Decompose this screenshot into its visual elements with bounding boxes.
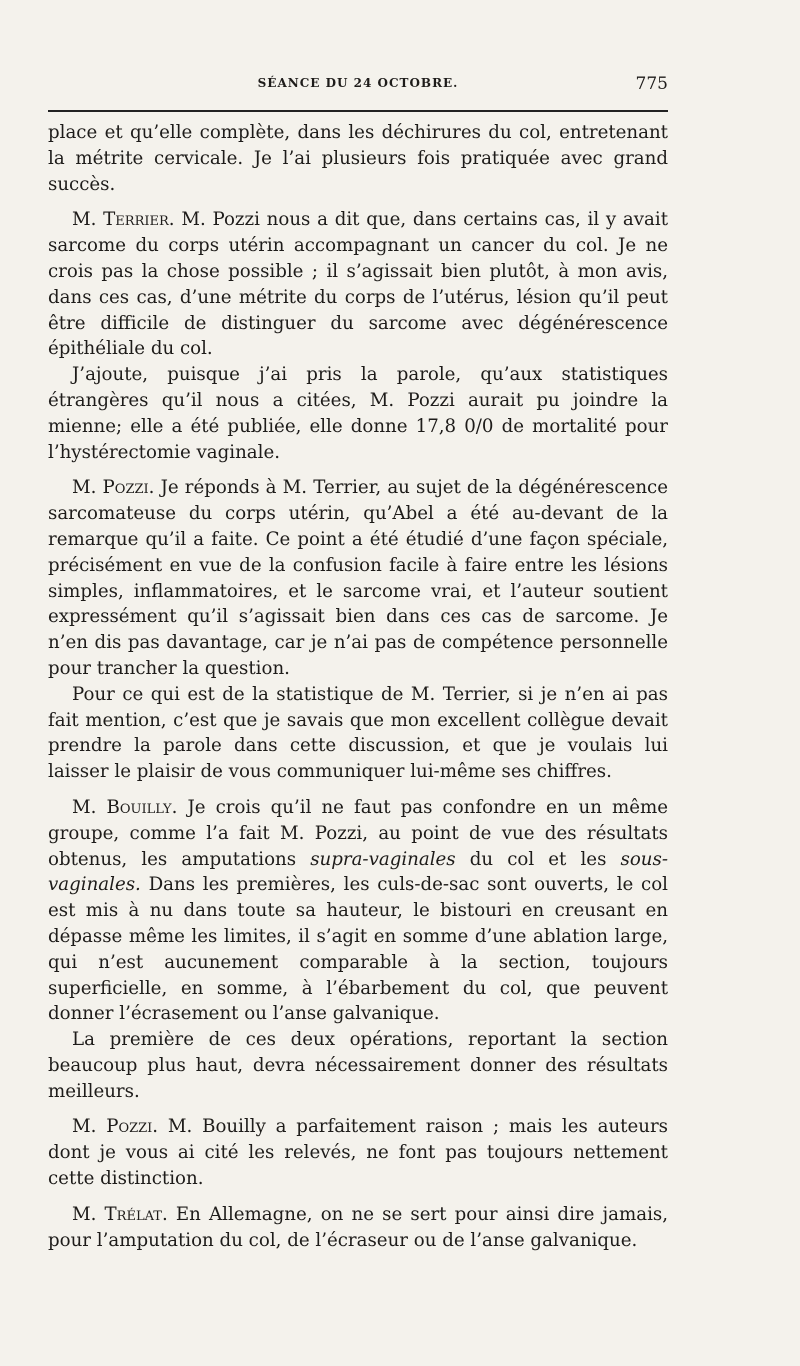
paragraph-8 — [48, 1114, 668, 1191]
speaker-name: M. Pozzi. — [72, 477, 155, 499]
paragraph-text: Je réponds à M. Terrier, au sujet de la dégénérescence sarcomateuse du corps utérin, qu’Abel a été au-devant de la remarque qu’il a faite. Ce point a été étudié d’une façon spéciale, précisément en vue de la confusion facile à faire entre les lésions simples, inflammatoires, et le sarcome vrai, et l’auteur soutient expressément qu’il s’agissait bien dans ces cas de sarcome. Je n’en dis pas davantage, car je n’ai pas de compétence personnelle pour trancher la question. — [48, 477, 668, 679]
page-number: 775 — [635, 74, 668, 94]
paragraph-2 — [48, 207, 668, 362]
paragraph-text: J’ajoute, puisque j’ai pris la parole, qu’aux statistiques étrangères qu’il nous a citées, M. Pozzi aurait pu joindre la mienne; elle a été publiée, elle donne 17,8 0/0 de mortalité pour l’hystérectomie vaginale. — [48, 364, 668, 463]
paragraph-text: du col et les — [455, 848, 621, 870]
paragraph-4 — [48, 475, 668, 681]
header-rule — [48, 110, 668, 112]
paragraph-text: La première de ces deux opérations, reportant la section beaucoup plus haut, devra nécessairement donner des résultats meilleurs. — [48, 1029, 668, 1102]
speaker-name: M. Trélat. — [72, 1203, 168, 1225]
paragraph-text: Je crois qu’il ne faut pas confondre en un même groupe, comme l’a fait M. Pozzi, au point de vue des résultats obtenus, les amputations — [48, 796, 668, 870]
paragraph-3 — [48, 362, 668, 465]
running-head: SÉANCE DU 24 OCTOBRE. — [257, 76, 459, 90]
paragraph-text: Pour ce qui est de la statistique de M. Terrier, si je n’en ai pas fait mention, c’est que je savais que mon excellent collègue devait prendre la parole dans cette discussion, et que je voulais lui laisser le plaisir de vous communiquer lui-même ses chiffres. — [48, 683, 668, 783]
paragraph-6 — [48, 795, 668, 1027]
italic-term: supra-vaginales — [310, 848, 456, 870]
paragraph-text: Dans les premières, les culs-de-sac sont ouverts, le col est mis à nu dans toute sa hauteur, le bistouri en creusant en dépasse même les limites, il s’agit en somme d’une ablation large, qui n’est aucunement comparable à la section, toujours superficielle, en somme, à l’ébarbement du col, que peuvent donner l’écrasement ou l’anse galvanique. — [48, 874, 668, 1025]
italic-term: sous-vaginales. — [48, 848, 668, 896]
paragraph-text: En Allemagne, on ne se sert pour ainsi dire jamais, pour l’amputation du col, de l’écraseur ou de l’anse galvanique. — [48, 1203, 669, 1251]
paragraph-text: M. Pozzi nous a dit que, dans certains cas, il y avait sarcome du corps utérin accompagnant un cancer du col. Je ne crois pas la chose possible ; il s’agissait bien plutôt, à mon avis, dans ces cas, d’une métrite du corps de l’utérus, lésion qu’il peut être difficile de distinguer du sarcome avec dégénérescence épithéliale du col. — [48, 209, 669, 360]
body-text — [48, 120, 668, 1253]
page-header — [48, 76, 668, 100]
paragraph-text: place et qu’elle complète, dans les déchirures du col, entretenant la métrite cervicale. Je l’ai plusieurs fois pratiquée avec grand succès. — [48, 122, 668, 195]
paragraph-9 — [48, 1202, 668, 1254]
paragraph-7 — [48, 1027, 668, 1104]
paragraph-text: M. Bouilly a parfaitement raison ; mais les auteurs dont je vous ai cité les relevés, ne font pas toujours nettement cette distinction. — [48, 1116, 669, 1190]
paragraph-1 — [48, 120, 668, 197]
speaker-name: M. Bouilly. — [72, 796, 178, 818]
speaker-name: M. Pozzi. — [72, 1116, 159, 1138]
speaker-name: M. Terrier. — [72, 209, 175, 231]
paragraph-5 — [48, 682, 668, 785]
